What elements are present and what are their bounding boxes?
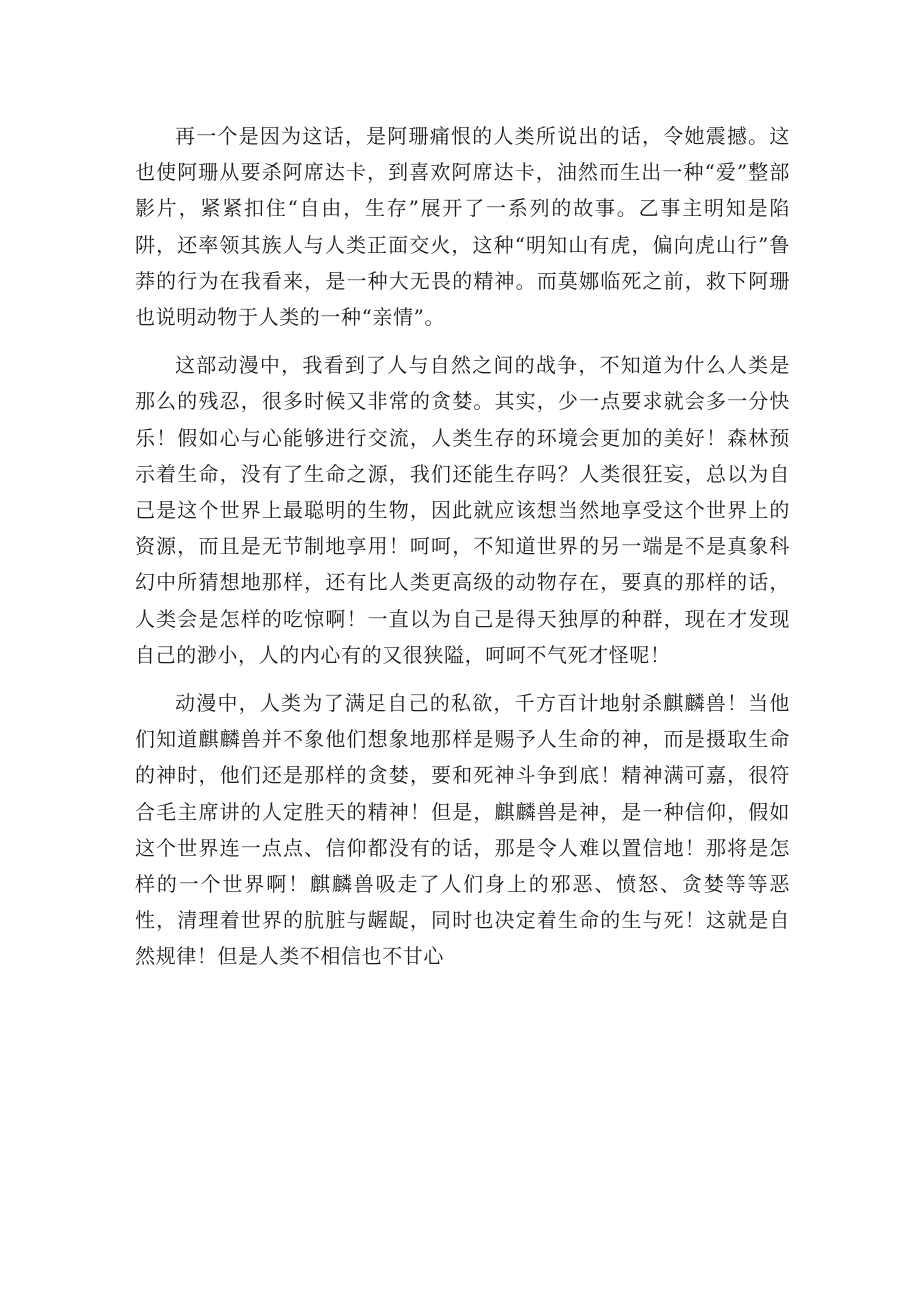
- paragraph-1: 再一个是因为这话，是阿珊痛恨的人类所说出的话，令她震撼。这也使阿珊从要杀阿席达卡，到喜欢阿席达卡，油然而生出一种“爱”整部影片，紧紧扣住“自由，生存”展开了一系列的故事。乙事主明知是陷阱，还率领其族人与人类正面交火，这种“明知山有虎，偏向虎山行”鲁莽的行为在我看来，是一种大无畏的精神。而莫娜临死之前，救下阿珊也说明动物于人类的一种“亲情”。: [135, 124, 790, 330]
- paragraph-2: 这部动漫中，我看到了人与自然之间的战争，不知道为什么人类是那么的残忍，很多时候又非常的贪婪。其实，少一点要求就会多一分快乐！假如心与心能够进行交流，人类生存的环境会更加的美好！森林预示着生命，没有了生命之源，我们还能生存吗？人类很狂妄，总以为自己是这个世界上最聪明的生物，因此就应该想当然地享受这个世界上的资源，而且是无节制地享用！呵呵，不知道世界的另一端是不是真象科幻中所猜想地那样，还有比人类更高级的动物存在，要真的那样的话，人类会是怎样的吃惊啊！一直以为自己是得天独厚的种群，现在才发现自己的渺小，人的内心有的又很狭隘，呵呵不气死才怪呢！: [135, 353, 790, 667]
- paragraph-3: 动漫中，人类为了满足自己的私欲，千方百计地射杀麒麟兽！当他们知道麒麟兽并不象他们想象地那样是赐予人生命的神，而是摄取生命的神时，他们还是那样的贪婪，要和死神斗争到底！精神满可嘉，很符合毛主席讲的人定胜天的精神！但是，麒麟兽是神，是一种信仰，假如这个世界连一点点、信仰都没有的话，那是令人难以置信地！那将是怎样的一个世界啊！麒麟兽吸走了人们身上的邪恶、愤怒、贪婪等等恶性，清理着世界的肮脏与龌龊，同时也决定着生命的生与死！这就是自然规律！但是人类不相信也不甘心: [135, 691, 790, 969]
- document-body: [135, 118, 790, 987]
